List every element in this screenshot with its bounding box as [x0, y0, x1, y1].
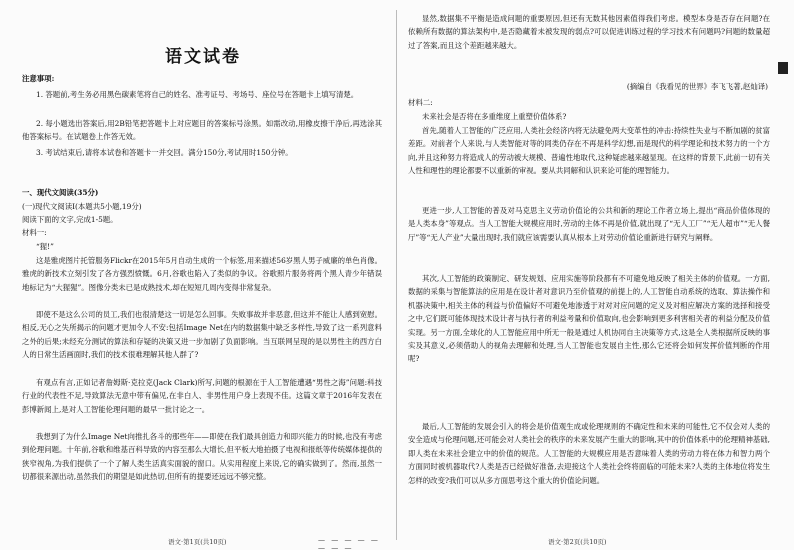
paragraph: 有观点有言,正如记者詹姆斯·克拉克(Jack Clark)所写,问题的根源在于人工智能遭遇“男性之海”问题:科技行业的代表性不足,导致算法无意中带有偏见,在非白人、非男性用户身上表现不佳。这篇文章于2016年发表在彭博新闻上,是对人工智能伦理问题的最早一批讨论之一。 — [22, 378, 382, 414]
page-divider — [396, 10, 397, 540]
notice-item-2: 2. 每小题选出答案后,用2B铅笔把答题卡上对应题目的答案标号涂黑。如需改动,用橡皮擦干净后,再选涂其他答案标号。在试题卷上作答无效。 — [22, 119, 382, 142]
page-footer: 语文·第2页(共10页) — [548, 538, 607, 546]
paragraph: 首先,随着人工智能的广泛应用,人类社会经济内将无法避免两大变革性的冲击:持续性失业与不断加剧的贫富差距。对前者个人来说,与人类智能对等的同类仍存在不再是科学幻想,而是现代的科学理论和技术努力的一个方向,并且这种努力将造成人的劳动被大规模、普遍性地取代,这种疑虑越来越显现。在这样的背景下,此前一切有关人性和理性的理论都要不以重新的审视。要从共同解和认识来论可能的理智能力。 — [408, 126, 770, 176]
notice-heading: 注意事项: — [22, 74, 55, 83]
question-line: 未来社会是否将在多重维度上重塑价值体系? — [422, 112, 567, 121]
paragraph: 我想到了为什么Image Net向推扎各斗的那些年——即使在我们最具创造力和即兴能力的时候,也没有考虑到伦理问题。十年前,谷歌和维基百科导致的内容至那么大增长,但平板大地拍摄了电视和报纸等传统媒体提供的狭窄视角,为我们提供了一个了解人类生活真实面貌的窗口。从实用程度上来说,它的确实做到了。然而,虽然一切都很来源出动,虽然我们的期望是如此热切,但所有的提要还远远不够完整。 — [22, 432, 382, 482]
paragraph: 即使不是这么公司的员工,我们也很清楚这一切是怎么回事。失败事故并非恶意,但这并不能让人感到宽慰。相反,无心之失所揭示的问题才更加令人不安:包括Image Net在内的数据集中缺乏多样性,导致了这一系列意料之外的后果;未经充分测试的算法和存疑的决策又进一步加剧了负面影响。当互联网呈现的是以男性主的西方白人的日常生活画面时,我们的技术很难理解其他人群了? — [22, 310, 382, 360]
left-page — [18, 0, 388, 550]
quote-line: “猩!” — [36, 242, 54, 251]
page-title: 语文试卷 — [165, 47, 241, 67]
paragraph: 更进一步,人工智能的普及对马克思主义劳动价值论的公共和新的理论工作者立场上,提出“商品价值体现的是人类本身”等观点。当人工智能大规模应用时,劳动的主体不再是价值,就出现了“无人工厂”“无人超市”“无人餐厅”等“无人产业”大量出现时,我们就应该需要认真从根本上对劳动价值论重新进行研究与阐释。 — [408, 206, 770, 242]
material-label: 材料二: — [408, 98, 433, 107]
notice-item-3: 3. 考试结束后,请将本试卷和答题卡一并交回。满分150分,考试用时150分钟。 — [36, 148, 293, 157]
citation: (摘编自《我看见的世界》李飞飞著,赵灿译) — [626, 82, 768, 91]
cut-line: — — — — — — — — — [318, 536, 380, 552]
page-footer: 语文·第1页(共10页) — [168, 538, 227, 546]
paragraph: 显然,数据集不平衡是造成问题的重要原因,但还有无数其他因素值得我们考虑。模型本身是否存在问题?在依赖所有数据的算法架构中,是否隐藏着未被发现的弱点?可以促进训练过程的学习技术有问题吗?问题的数量超过了答案,而且这个差距越来越大。 — [408, 14, 770, 50]
paragraph: 其次,人工智能的政策制定、研发规划、应用实施等阶段都有不可避免地反映了相关主体的价值观。一方面,数据的采集与智能算法的应用是在设计者对意识乃至价值观的前提上的,人工智能自动系统的选取、算法操作和机器决策中,相关主体的利益与价值偏好不可避免地渗透于对对对应问题的定义及对相应解决方案的选择和接受之中,它们既可能体现技术设计者与执行者的利益考量和价值取向,也会影响到更多利害相关者的利益分配及价值实现。另一方面,全球化的人工智能应用中所无一般是通过人机协同自主决策等方式,这是全人类根据所反映的事实及其意义,必须借助人的视角去理解和处理,当人工智能也发展自主性,那么它还将会如何发挥价值判断的作用呢? — [408, 274, 770, 364]
subsection-heading: (一)现代文阅读Ⅰ(本题共5小题,19分) — [22, 202, 142, 211]
notice-item-1: 1. 答题前,考生务必用黑色碳素笔将自己的姓名、准考证号、考场号、座位号在答题卡上填写清楚。 — [36, 90, 359, 99]
reading-instruction: 阅读下面的文字,完成1-5题。 — [22, 215, 118, 224]
paragraph: 最后,人工智能的发展会引入的将会是价值观生成或伦理规则的不确定性和未来的可能性,它不仅会对人类的安全造成与伦理问题,还可能会对人类社会的秩序的未来发展产生重大的影响,其中的价值体系中的伦理精神基础,即人类在未来社会建立中的价值的规范。人工智能的大规模应用是否意味着人类的劳动力将在体力和智力两个方面同时被机器取代?人类是否已经做好准备,去迎接这个人类社会终将面临的可能未来?人类的主体地位将发生怎样的改变?我们可以从多方面思考这个重大的价值论问题。 — [408, 422, 770, 485]
right-page — [408, 0, 772, 550]
paragraph: 这是雅虎图片托管服务Flickr在2015年5月自动生成的一个标签,用来描述56岁黑人男子威廉的单色肖像。雅虎的新技术立刻引发了各方强烈愤慨。6月,谷歌也陷入了类似的争议。谷歌照片服务将两个黑人青少年错误地标记为“大猩猩”。图像分类未已是成熟技术,却在短短几周内变得非常复杂。 — [22, 256, 382, 292]
page-edge-mark — [778, 62, 788, 74]
section-heading: 一、现代文阅读(35分) — [22, 188, 99, 197]
material-label: 材料一: — [22, 228, 47, 237]
